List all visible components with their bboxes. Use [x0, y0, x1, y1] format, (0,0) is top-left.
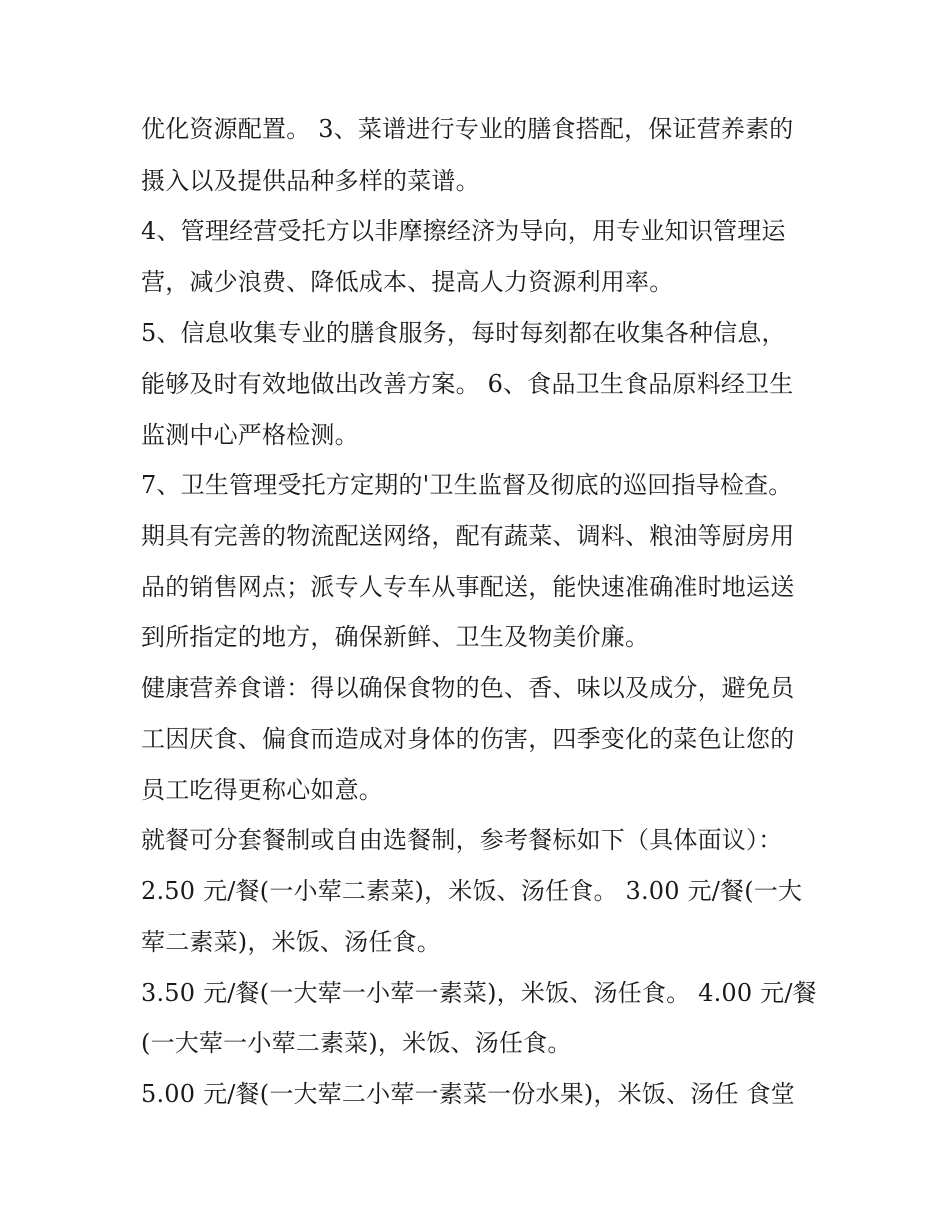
text-line: 荤二素菜)，米饭、汤任食。	[141, 928, 441, 956]
text-line: 期具有完善的物流配送网络，配有蔬菜、调料、粮油等厨房用	[141, 522, 795, 550]
text-line: 到所指定的地方，确保新鲜、卫生及物美价廉。	[141, 623, 650, 651]
text-line: 4、管理经营受托方以非摩擦经济为导向，用专业知识管理运	[141, 217, 786, 245]
text-line: 5、信息收集专业的膳食服务，每时每刻都在收集各种信息，	[141, 319, 786, 347]
text-line: 监测中心严格检测。	[141, 421, 359, 449]
text-line: 2.50 元/餐(一小荤二素菜)，米饭、汤任食。 3.00 元/餐(一大	[141, 877, 803, 905]
text-line: 能够及时有效地做出改善方案。 6、食品卫生食品原料经卫生	[141, 370, 794, 398]
text-line: 健康营养食谱：得以确保食物的色、香、味以及成分，避免员	[141, 674, 795, 702]
text-line: 3.50 元/餐(一大荤一小荤一素菜)，米饭、汤任食。 4.00 元/餐	[141, 979, 817, 1007]
text-line: 优化资源配置。 3、菜谱进行专业的膳食搭配，保证营养素的	[141, 115, 794, 143]
text-line: 员工吃得更称心如意。	[141, 776, 383, 804]
text-line: 工因厌食、偏食而造成对身体的伤害，四季变化的菜色让您的	[141, 725, 795, 753]
text-line: 营，减少浪费、降低成本、提高人力资源利用率。	[141, 268, 674, 296]
text-line: 7、卫生管理受托方定期的'卫生监督及彻底的巡回指导检查。	[141, 471, 793, 499]
text-line: 品的销售网点；派专人专车从事配送，能快速准确准时地运送	[141, 573, 795, 601]
text-line: (一大荤一小荤二素菜)，米饭、汤任食。	[141, 1029, 572, 1057]
text-line: 5.00 元/餐(一大荤二小荤一素菜一份水果)，米饭、汤任 食堂	[141, 1080, 795, 1108]
text-line: 就餐可分套餐制或自由选餐制，参考餐标如下（具体面议）：	[141, 826, 783, 854]
text-line: 摄入以及提供品种多样的菜谱。	[141, 167, 480, 195]
